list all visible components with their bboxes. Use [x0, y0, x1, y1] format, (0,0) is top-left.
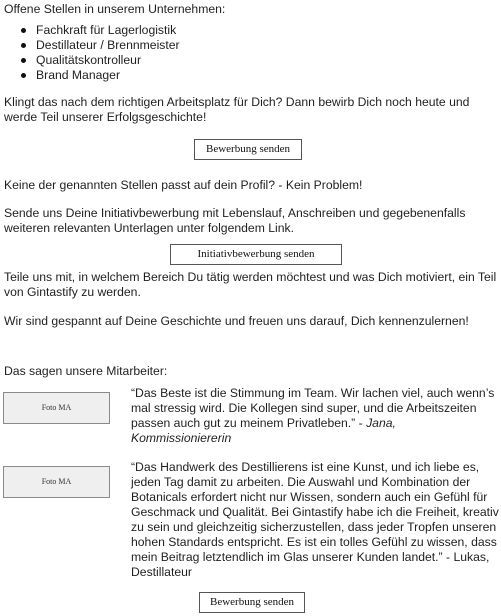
job-list-item: Fachkraft für Lagerlogistik [20, 23, 180, 38]
testimonial-author: Jana, Kommissioniererin [131, 416, 396, 445]
intro-text: Offene Stellen in unserem Unternehmen: [4, 2, 226, 16]
apply-button-bottom[interactable]: Bewerbung senden [199, 592, 305, 613]
employee-photo-placeholder: Foto MA [3, 466, 110, 498]
testimonial-text: “Das Beste ist die Stimmung im Team. Wir lachen viel, auch wenn’s mal stressig wird. Die Kollegen sind super, und die Arbeitszeiten passen auch gut zu meinem Privatleben.” - [131, 386, 495, 430]
employees-heading: Das sagen unsere Mitarbeiter: [4, 364, 168, 378]
tell-us-text: Teile uns mit, in welchem Bereich Du tätig werden möchtest und was Dich motiviert, ein Teil von Gintastify zu werden. [4, 270, 497, 299]
job-list-item: Destillateur / Brennmeister [20, 38, 180, 53]
employee-photo-placeholder: Foto MA [3, 392, 110, 424]
job-list-item: Brand Manager [20, 68, 180, 83]
apply-button[interactable]: Bewerbung senden [194, 139, 302, 160]
no-match-text: Keine der genannten Stellen passt auf dein Profil? - Kein Problem! [4, 178, 363, 192]
testimonial-text: “Das Handwerk des Destillierens ist eine Kunst, und ich liebe es, jeden Tag damit zu arbeiten. Die Auswahl und Kombination der Botanicals erfordert nicht nur Wissen, sondern auch ein Gefühl für Geschmack und Qualität. Bei Gintastify habe ich die Freiheit, kreativ zu sein und gleichzeitig sicherzustellen, dass jeder Tropfen unseren hohen Standards entspricht. Es ist ein tolles Gefühl zu wissen, dass mein Beitrag letztendlich im Glas unserer Kunden landet.” - [131, 460, 499, 564]
job-list [20, 23, 180, 83]
testimonial-author: Lukas, Destillateur [131, 550, 490, 579]
question-text: Klingt das nach dem richtigen Arbeitsplatz für Dich? Dann bewirb Dich noch heute und werde Teil unserer Erfolgsgeschichte! [4, 95, 470, 124]
testimonial-quote [131, 386, 499, 446]
job-list-item: Qualitätskontrolleur [20, 53, 180, 68]
testimonial-quote [131, 460, 499, 580]
curious-text: Wir sind gespannt auf Deine Geschichte und freuen uns darauf, Dich kennenzulernen! [4, 314, 469, 328]
initiative-text: Sende uns Deine Initiativbewerbung mit Lebenslauf, Anschreiben und gegebenenfalls weiteren relevanten Unterlagen unter folgendem Link. [4, 206, 466, 235]
initiative-apply-button[interactable]: Initiativbewerbung senden [170, 244, 342, 265]
